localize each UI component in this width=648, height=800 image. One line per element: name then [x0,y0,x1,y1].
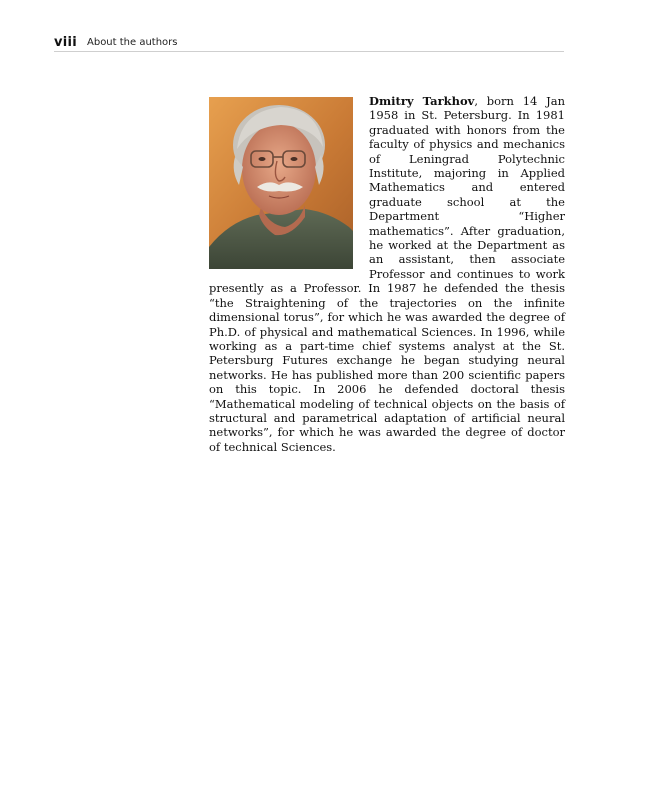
author-bio [209,94,565,454]
running-title: About the authors [87,37,178,48]
author-photo [209,97,353,269]
page-number: viii [54,35,78,50]
author-bio-text: , born 14 Jan 1958 in St. Petersburg. In 1981 graduated with honors from the faculty of physics and mechanics of Leningrad Polytechnic Institute, majoring in Applied Mathematics and entered graduate school at the Department “Higher mathematics”. After graduation, he worked at the Department as an assistant, then associate Professor and continues to work presently as a Professor. In 1987 he defended the thesis “the Straightening of the trajectories on the infinite dimensional torus”, for which he was awarded the degree of Ph.D. of physical and mathematical Sciences. In 1996, while working as a part-time chief systems analyst at the St. Petersburg Futures exchange he began studying neural networks. He has published more than 200 scientific papers on this topic. In 2006 he defended doctoral thesis “Mathematical modeling of technical objects on the basis of structural and parametrical adaptation of artificial neural networks”, for which he was awarded the degree of doctor of technical Sciences. [209,94,566,454]
running-header [54,34,564,52]
author-name: Dmitry Tarkhov [369,94,475,108]
